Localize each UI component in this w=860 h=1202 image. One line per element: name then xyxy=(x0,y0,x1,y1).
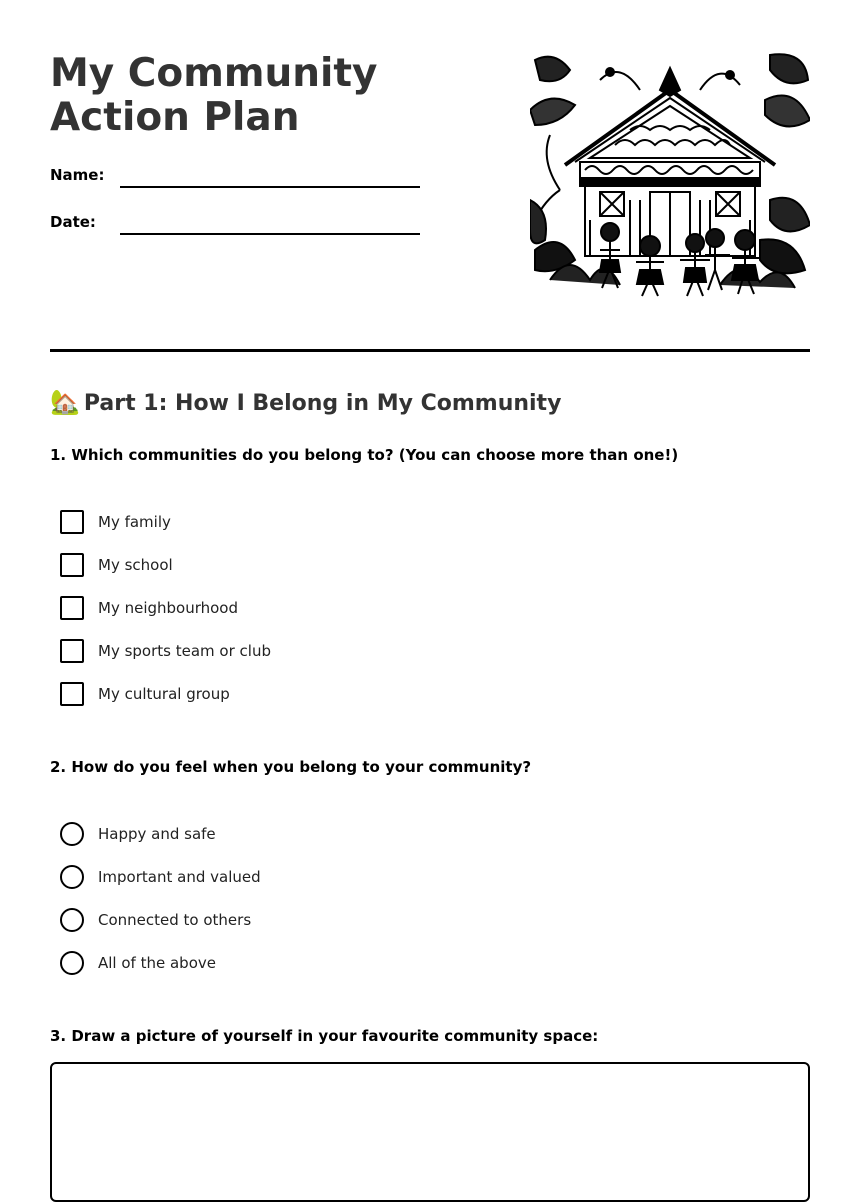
part1-title xyxy=(50,388,561,416)
option-label: All of the above xyxy=(98,954,216,972)
option-important-valued[interactable] xyxy=(60,864,261,890)
checkbox[interactable] xyxy=(60,553,84,577)
date-field[interactable] xyxy=(120,233,420,235)
radio-button[interactable] xyxy=(60,822,84,846)
checkbox[interactable] xyxy=(60,639,84,663)
option-happy-safe[interactable] xyxy=(60,821,216,847)
radio-button[interactable] xyxy=(60,865,84,889)
header-divider xyxy=(50,349,810,352)
option-connected[interactable] xyxy=(60,907,251,933)
marae-children-illustration xyxy=(530,50,810,302)
part1-title-text: Part 1: How I Belong in My Community xyxy=(83,391,562,416)
page-title: My Community Action Plan xyxy=(50,51,378,140)
question-2: 2. How do you feel when you belong to your community? xyxy=(50,758,532,776)
house-icon: 🏡 xyxy=(50,388,80,416)
checkbox[interactable] xyxy=(60,596,84,620)
name-label: Name: xyxy=(50,166,105,184)
drawing-area[interactable] xyxy=(50,1062,810,1202)
option-label: My school xyxy=(98,556,173,574)
question-1: 1. Which communities do you belong to? (You can choose more than one!) xyxy=(50,446,679,464)
option-my-family[interactable] xyxy=(60,509,171,535)
checkbox[interactable] xyxy=(60,510,84,534)
question-3: 3. Draw a picture of yourself in your favourite community space: xyxy=(50,1027,599,1045)
name-field[interactable] xyxy=(120,186,420,188)
option-all-above[interactable] xyxy=(60,950,216,976)
option-label: Happy and safe xyxy=(98,825,216,843)
radio-button[interactable] xyxy=(60,951,84,975)
date-label: Date: xyxy=(50,213,96,231)
option-label: Important and valued xyxy=(98,868,261,886)
option-label: My cultural group xyxy=(98,685,230,703)
option-label: My sports team or club xyxy=(98,642,271,660)
radio-button[interactable] xyxy=(60,908,84,932)
option-my-school[interactable] xyxy=(60,552,173,578)
checkbox[interactable] xyxy=(60,682,84,706)
option-cultural-group[interactable] xyxy=(60,681,230,707)
option-label: My family xyxy=(98,513,171,531)
option-sports-team[interactable] xyxy=(60,638,271,664)
option-my-neighbourhood[interactable] xyxy=(60,595,238,621)
option-label: My neighbourhood xyxy=(98,599,239,617)
option-label: Connected to others xyxy=(98,911,252,929)
